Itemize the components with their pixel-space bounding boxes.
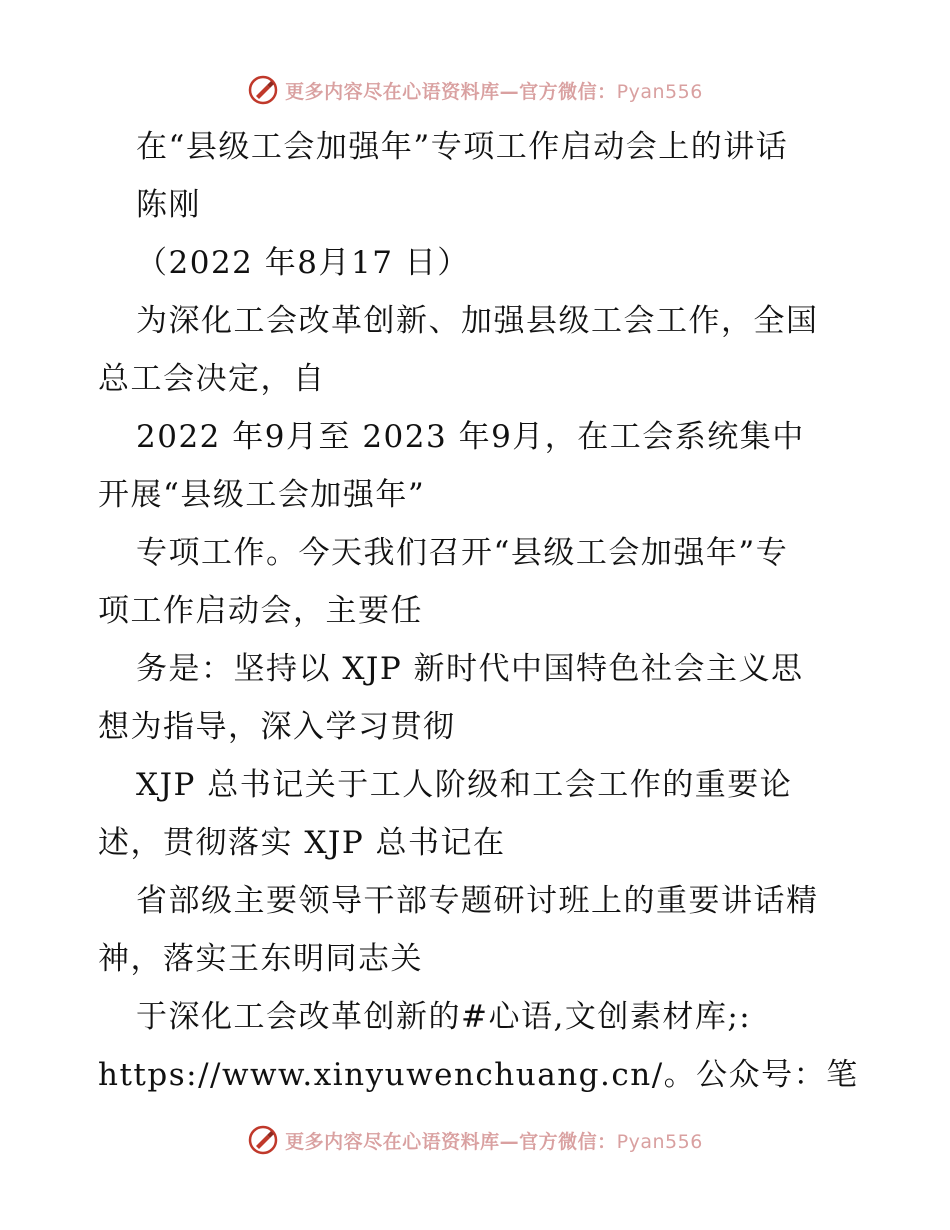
header-banner — [0, 70, 950, 110]
footer-banner-text: 更多内容尽在心语资料库—官方微信：Pyan556 — [285, 1130, 703, 1153]
paragraph-line: 总工会决定，自 — [98, 361, 326, 397]
pen-logo-icon — [247, 74, 279, 106]
pen-logo-icon — [247, 1124, 279, 1156]
paragraph-line: 专项工作。今天我们召开“县级工会加强年”专 — [136, 535, 789, 571]
paragraph-line: 开展“县级工会加强年” — [98, 477, 426, 513]
speech-date: （2022 年8月17 日） — [136, 245, 470, 281]
paragraph-line: 神，落实王东明同志关 — [98, 941, 423, 977]
paragraph-line: 省部级主要领导干部专题研讨班上的重要讲话精 — [136, 883, 819, 919]
paragraph-line: 务是：坚持以 XJP 新时代中国特色社会主义思 — [136, 651, 804, 687]
paragraph-line: 项工作启动会，主要任 — [98, 593, 423, 629]
website-url-line: https://www.xinyuwenchuang.cn/。公众号：笔 — [98, 1057, 859, 1093]
paragraph-line: 想为指导，深入学习贯彻 — [98, 709, 456, 745]
paragraph-line: 为深化工会改革创新、加强县级工会工作，全国 — [136, 303, 819, 339]
document-body — [98, 118, 858, 1104]
speaker-name: 陈刚 — [136, 187, 201, 223]
speech-title: 在“县级工会加强年”专项工作启动会上的讲话 — [136, 129, 789, 165]
footer-banner — [0, 1120, 950, 1160]
paragraph-line: 于深化工会改革创新的#心语,文创素材库;: — [136, 999, 752, 1035]
paragraph-line: 2022 年9月至 2023 年9月，在工会系统集中 — [136, 419, 805, 455]
header-banner-text: 更多内容尽在心语资料库—官方微信：Pyan556 — [285, 80, 703, 103]
paragraph-line: 述，贯彻落实 XJP 总书记在 — [98, 825, 506, 861]
paragraph-line: XJP 总书记关于工人阶级和工会工作的重要论 — [136, 767, 793, 803]
